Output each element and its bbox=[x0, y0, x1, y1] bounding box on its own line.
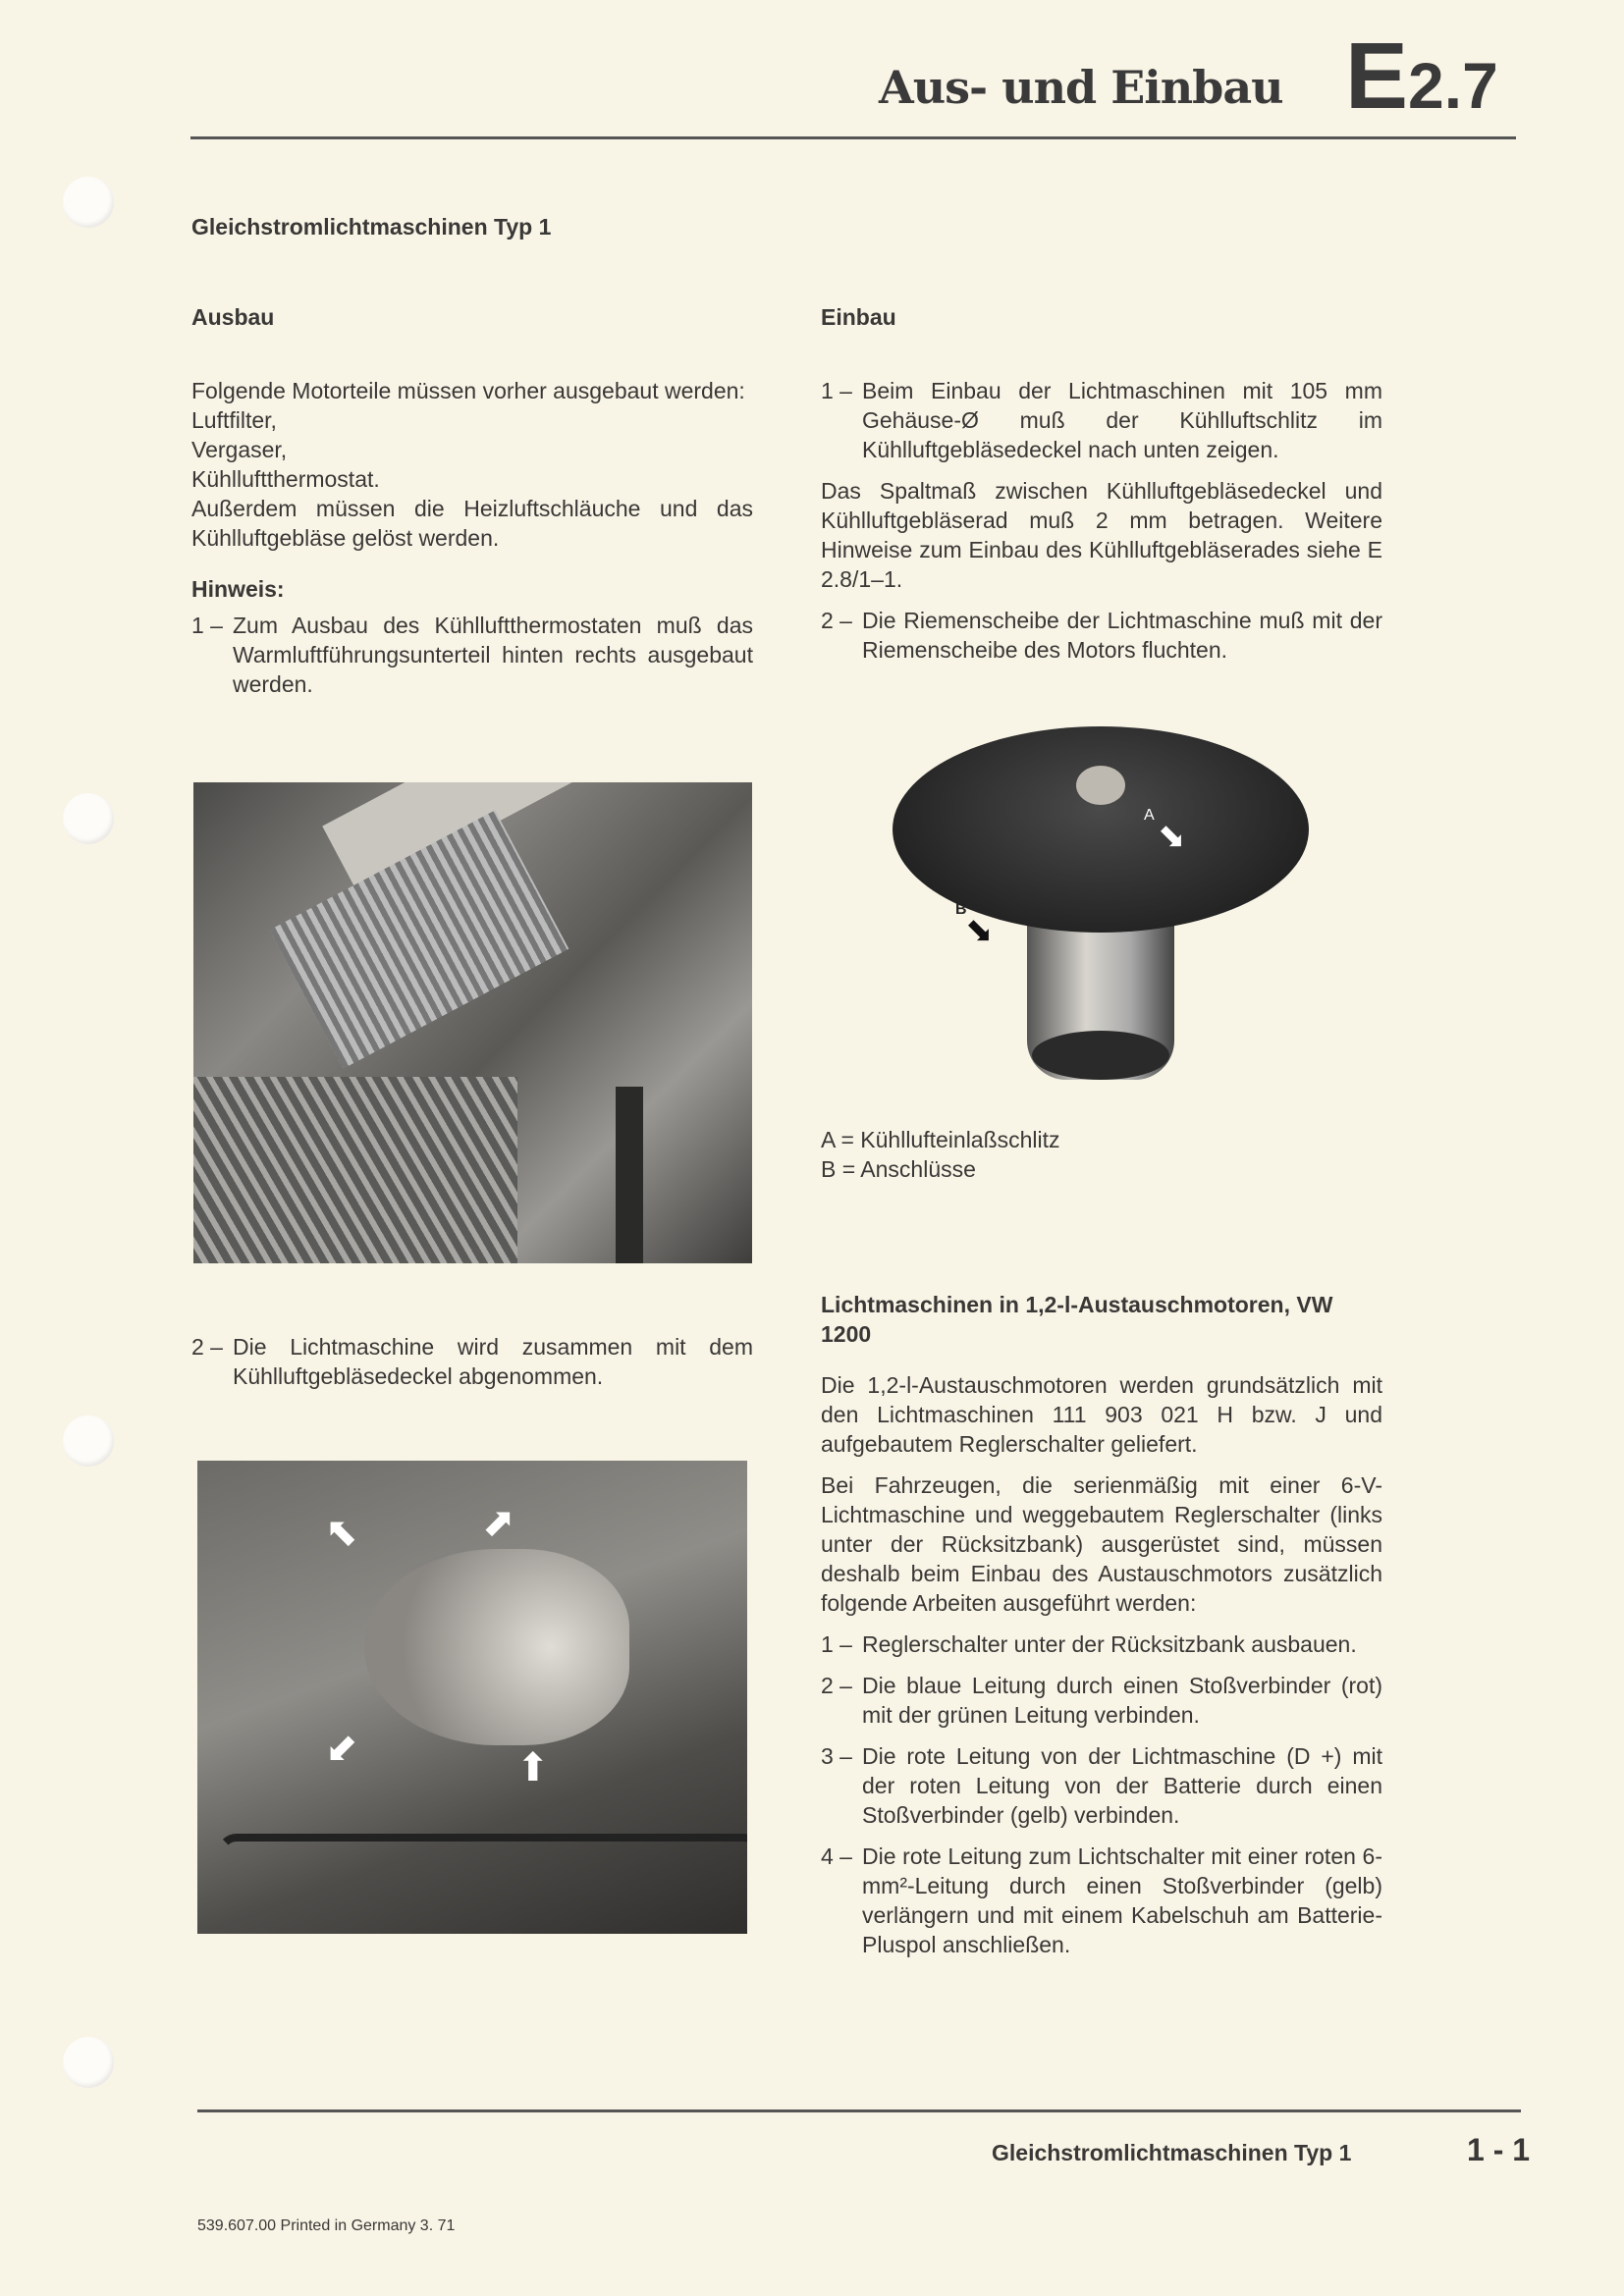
einbau-heading: Einbau bbox=[821, 304, 896, 330]
engine-photo-2 bbox=[197, 1461, 747, 1934]
list-item: 2 – Die Lichtmaschine wird zusammen mit dem Kühlluftgebläsedeckel abgenommen. bbox=[191, 1334, 753, 1389]
engine-photo-1 bbox=[193, 782, 752, 1263]
austausch-heading: Lichtmaschinen in 1,2-l-Austauschmotoren, VW 1200 bbox=[821, 1292, 1333, 1347]
section-code: E2.7 bbox=[1345, 24, 1498, 129]
ausbau-item-2 bbox=[191, 1332, 753, 1391]
arrow-icon: ⬆ bbox=[516, 1746, 550, 1789]
arrow-icon: ⬊ bbox=[965, 912, 994, 949]
page-title: Aus- und Einbau bbox=[879, 61, 1283, 114]
generator-figure bbox=[885, 726, 1317, 1080]
arrow-icon: ⬋ bbox=[325, 1727, 358, 1770]
list-item: 4 – Die rote Leitung zum Lichtschalter mit einer roten 6-mm²-Leitung durch einen Stoßverbinder (gelb) verlängern und mit einem Kabelschuh am Batterie-Pluspol anschließen. bbox=[821, 1843, 1382, 1957]
footer-rule bbox=[197, 2109, 1521, 2112]
subtitle: Gleichstromlichtmaschinen Typ 1 bbox=[191, 214, 552, 240]
legend-b: B = Anschlüsse bbox=[821, 1156, 976, 1182]
arrow-icon: ⬉ bbox=[325, 1511, 358, 1554]
punch-hole bbox=[63, 793, 114, 844]
ausbau-section bbox=[191, 304, 753, 699]
einbau-paragraph: Das Spaltmaß zwischen Kühlluftgebläsedeckel und Kühlluftgebläserad muß 2 mm betragen. Weitere Hinweise zum Einbau des Kühlluftgebläserades siehe E 2.8/1–1. bbox=[821, 478, 1382, 592]
note-heading: Hinweis: bbox=[191, 576, 285, 602]
austausch-paragraph-2: Bei Fahrzeugen, die serienmäßig mit einer 6-V-Lichtmaschine und weggebautem Reglerschalter (links unter der Rücksitzbank) ausgerüstet sind, müssen deshalb beim Einbau des Austauschmotors zusätzlich folgende Arbeiten ausgeführt werden: bbox=[821, 1472, 1382, 1616]
figure-label-a: A bbox=[1144, 807, 1155, 824]
page-number: 1 - 1 bbox=[1467, 2132, 1531, 2167]
legend-a: A = Kühllufteinlaßschlitz bbox=[821, 1127, 1060, 1152]
ausbau-paragraph: Folgende Motorteile müssen vorher ausgebaut werden: Luftfilter, Vergaser, Kühlluftthermostat. Außerdem müssen die Heizluftschläuche und das Kühlluftgebläse gelöst werden. bbox=[191, 378, 753, 551]
list-item: 1 – Beim Einbau der Lichtmaschinen mit 105 mm Gehäuse-Ø muß der Kühlluftschlitz im Kühlluftgebläsedeckel nach unten zeigen. bbox=[821, 378, 1382, 462]
list-item: 1 – Reglerschalter unter der Rücksitzbank ausbauen. bbox=[821, 1631, 1357, 1657]
header-rule bbox=[190, 136, 1516, 139]
arrow-icon: ⬊ bbox=[1158, 818, 1186, 855]
footer-title: Gleichstromlichtmaschinen Typ 1 bbox=[992, 2140, 1352, 2165]
punch-hole bbox=[63, 2037, 114, 2088]
list-item: 2 – Die blaue Leitung durch einen Stoßverbinder (rot) mit der grünen Leitung verbinden. bbox=[821, 1673, 1382, 1728]
list-item: 1 – Zum Ausbau des Kühlluftthermostaten muß das Warmluftführungsunterteil hinten rechts ausgebaut werden. bbox=[191, 613, 753, 697]
austausch-paragraph-1: Die 1,2-l-Austauschmotoren werden grundsätzlich mit den Lichtmaschinen 111 903 021 H bzw. J und aufgebautem Reglerschalter geliefert. bbox=[821, 1372, 1382, 1457]
einbau-section bbox=[821, 304, 1382, 665]
list-item: 3 – Die rote Leitung von der Lichtmaschine (D +) mit der roten Leitung von der Batterie durch einen Stoßverbinder (gelb) verbinden. bbox=[821, 1743, 1382, 1828]
punch-hole bbox=[63, 177, 114, 228]
punch-hole bbox=[63, 1415, 114, 1467]
print-info: 539.607.00 Printed in Germany 3. 71 bbox=[197, 2217, 456, 2234]
arrow-icon: ⬈ bbox=[482, 1501, 515, 1544]
ausbau-heading: Ausbau bbox=[191, 304, 275, 330]
figure-label-b: B bbox=[955, 901, 967, 918]
list-item: 2 – Die Riemenscheibe der Lichtmaschine muß mit der Riemenscheibe des Motors fluchten. bbox=[821, 608, 1382, 663]
austausch-section bbox=[821, 1290, 1382, 1959]
figure-legend bbox=[821, 1125, 1382, 1184]
